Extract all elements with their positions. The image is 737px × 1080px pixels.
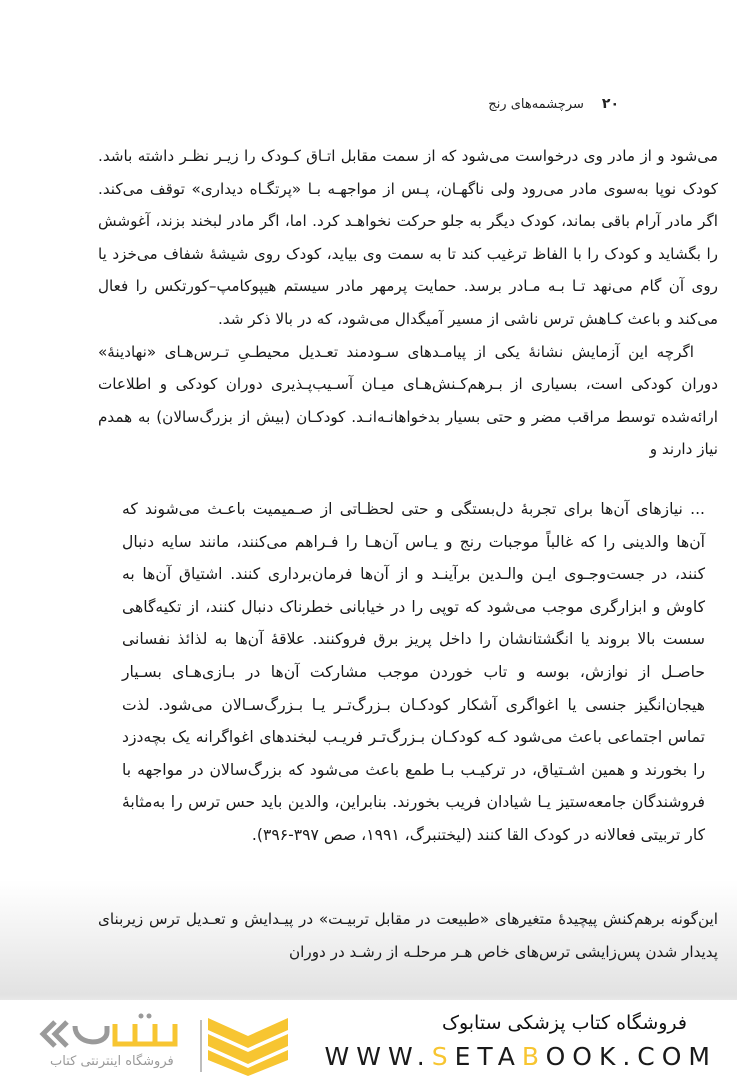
setabook-wordmark-icon: [35, 1012, 185, 1052]
closing-text: [98, 903, 718, 968]
url-part-highlight: S: [431, 1042, 455, 1071]
store-url[interactable]: [325, 1042, 717, 1071]
paragraph: این‌گونه برهم‌کنش پیچیدهٔ متغیرهای «طبیعت در مقابل تربیـت» در پیـدایش و تعـدیل ترس زیربنای پدیدار شدن پس‌زایشی ترس‌های خاص هـر مرحلـه از رشـد در دوران: [98, 910, 718, 961]
chevron-logo-icon: [208, 1018, 288, 1076]
block-quote: [122, 493, 705, 852]
chapter-title: سرچشمه‌های رنج: [488, 96, 584, 112]
url-part-highlight: B: [521, 1042, 546, 1071]
block-quote-text: ... نیازهای آن‌ها برای تجربهٔ دل‌بستگی و حتی لحظـاتی از صـمیمیت باعـث می‌شوند که آن‌ها والدینی را که غالباً موجبات رنج و یـاس آن‌هـا را فـراهم می‌کنند، مانند سایه دنبال کنند، در جست‌وجـوی ایـن والـدین برآینـد و از آن‌ها فرمان‌برداری کنند. اشتیاق آن‌ها به کاوش و ابزارگری موجب می‌شود که توپی را در خیابانی خطرناک دنبال کنند، از تکیه‌گاهی سست بالا بروند یا انگشتانشان را داخل پریز برق فروکنند. علاقهٔ آن‌ها به لذائذ نفسانی حاصـل از نوازش، بوسه و تاب خوردن موجب مشارکت آن‌ها در بـازی‌هـای بسـیار هیجان‌انگیز جنسی یا اغواگری آشکار کودکـان بـزرگ‌تـر یـا بـزرگ‌سـالان می‌شود. لذت تماس اجتماعی باعث می‌شود کـه کودکـان بـزرگ‌تـر فریـب لبخندهای اغواگرانه یک بچه‌دزد را بخورند و همین اشـتیاق، در ترکیـب بـا طمع باعث می‌شود که بزرگ‌سالان در مواجهه با فروشندگان جامعه‌ستیز یـا شیادان فریب بخورند. بنابراین، والدین باید حس ترس را به‌مثابهٔ کار تربیتی فعالانه در کودک القا کنند (لیختنبرگ، ۱۹۹۱، صص ۳۹۷-۳۹۶).: [122, 500, 705, 844]
url-part: OOK.COM: [545, 1042, 717, 1071]
paragraph: می‌شود و از مادر وی درخواست می‌شود که از سمت مقابل اتـاق کـودک را زیـر نظـر داشته باشد. کودک نوپا به‌سوی مادر می‌رود ولی ناگهـان، پـس از مواجهـه بـا «پرتگـاه دیداری» توقف می‌کند. اگر مادر آرام باقی بماند، کودک دیگر به جلو حرکت نخواهـد کرد. اما، اگر مادر لبخند بزند، آغوشش را بگشاید و کودک را با الفاظ ترغیب کند تا به سمت وی بیاید، کودک روی شیشهٔ شفاف می‌خزد یا روی آن گام می‌نهد تـا بـه مـادر برسد. حمایت پرمهر مادر سیستم هیپوکامپ–کورتکس را فعال می‌کند و باعث کـاهش ترس ناشی از مسیر آمیگدال می‌شود، که در بالا ذکر شد.: [98, 147, 718, 328]
url-part: WWW.: [324, 1042, 432, 1071]
url-part: ETA: [454, 1042, 522, 1071]
body-text: [98, 140, 718, 466]
page-number: ۲۰: [601, 96, 619, 112]
store-name: فروشگاه کتاب پزشکی ستابوک: [441, 1012, 687, 1034]
logo-divider: [200, 1020, 202, 1072]
logo-tagline: فروشگاه اینترنتی کتاب: [50, 1054, 174, 1069]
paragraph: اگرچه این آزمایش نشانهٔ یکی از پیامـدهای سـودمند تعـدیل محیطـیِ تـرس‌هـای «نهادینهٔ» دوران کودکی است، بسیاری از بـرهم‌کـنش‌هـای میـان آسـیب‌پـذیری دوران کودکی و اطلاعات ارائه‌شده توسط مراقب مضر و حتی بسیار بدخواهانـه‌انـد. کودکـان (بیش از بزرگ‌سالان) به همدم نیاز دارند و: [98, 342, 718, 459]
running-head: [488, 96, 619, 112]
